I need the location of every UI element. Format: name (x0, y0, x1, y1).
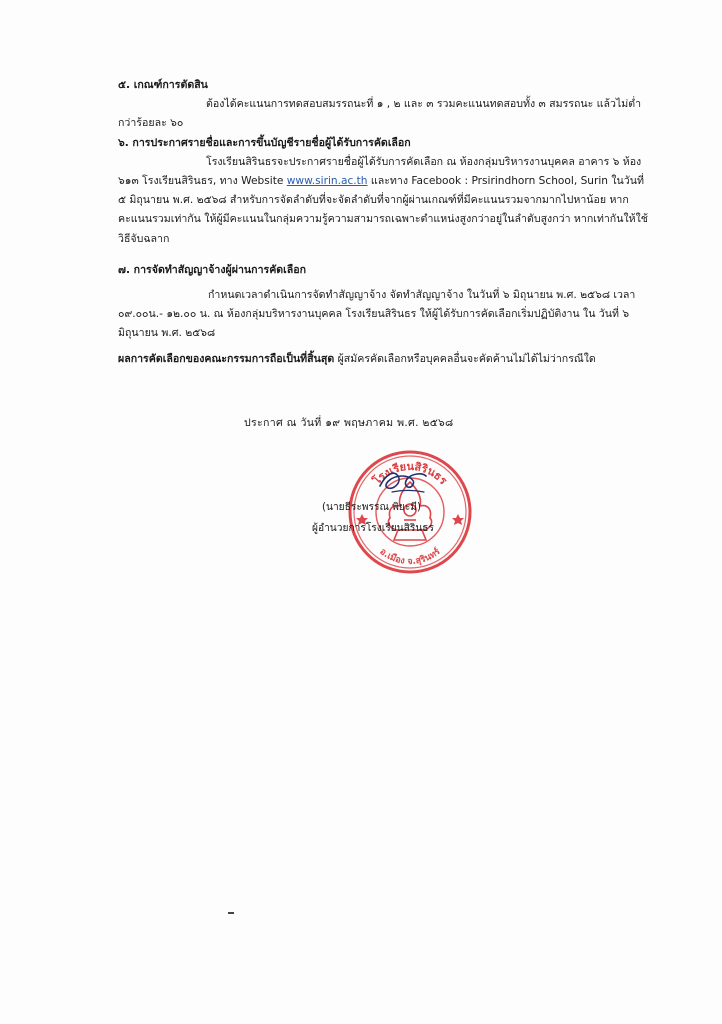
seal-bottom-text: อ.เมือง จ.สุรินทร์ (377, 546, 443, 568)
section-6-body-part-a: โรงเรียนสิรินธรจะประกาศรายชื่อผู้ได้รับการคัดเลือก ณ ห้องกลุ่มบริหารงานบุคคล อาคาร ๖ ห้อง ๖๑๓ โรงเรียนสิรินธร, ทาง Website (118, 155, 642, 188)
handwritten-signature-icon (372, 464, 432, 498)
website-link[interactable]: www.sirin.ac.th (286, 175, 368, 188)
section-7-heading: ๗. การจัดทำสัญญาจ้างผู้ผ่านการคัดเลือก (118, 263, 307, 276)
section-5-body: ต้องได้คะแนนการทดสอบสมรรถนะที่ ๑ , ๒ และ ๓ รวมคะแนนทดสอบทั้ง ๓ สมรรถนะ แล้วไม่ต่ำกว่าร้อยละ ๖๐ (118, 98, 642, 130)
section-6-body (118, 153, 648, 249)
document-body (118, 76, 648, 369)
announcement-date: ประกาศ ณ วันที่ ๑๙ พฤษภาคม พ.ศ. ๒๕๖๘ (244, 417, 454, 429)
seal-top-text: โรงเรียนสิรินธร (370, 459, 450, 488)
signer-title: ผู้อำนวยการโรงเรียนสิรินธร (312, 523, 434, 534)
final-statement (118, 350, 648, 369)
final-statement-bold: ผลการคัดเลือกของคณะกรรมการถือเป็นที่สิ้นสุด (118, 352, 335, 365)
signer-name: (นายธีระพรรณ พิยะมี) (322, 502, 421, 513)
section-7-body: กำหนดเวลาดำเนินการจัดทำสัญญาจ้าง จัดทำสัญญาจ้าง ในวันที่ ๖ มิถุนายน พ.ศ. ๒๕๖๘ เวลา ๐๙.๐๐น.- ๑๒.๐๐ น. ณ ห้องกลุ่มบริหารงานบุคคล โรงเรียนสิรินธร ให้ผู้ได้รับการคัดเลือกเริ่มปฏิบัติงาน ใน วันที่ ๖ มิถุนายน พ.ศ. ๒๕๖๘ (118, 289, 636, 340)
section-6-heading: ๖. การประกาศรายชื่อและการขึ้นบัญชีรายชื่อผู้ได้รับการคัดเลือก (118, 136, 411, 149)
section-6-body-part-b: และทาง Facebook : Prsirindhorn School, Surin ในวันที่ ๕ มิถุนายน พ.ศ. ๒๕๖๘ สำหรับการจัดลำดับที่จะจัดลำดับที่จากผู้ผ่านเกณฑ์ที่มีคะแนนรวมจากมากไปหาน้อย หากคะแนนรวมเท่ากัน ให้ผู้มีคะแนนในกลุ่มความรู้ความสามารถเฉพาะตำแหน่งสูงกว่าอยู่ในลำดับสูงกว่า หากเท่ากันให้ใช้วิธีจับฉลาก (118, 175, 648, 245)
section-5-heading: ๕. เกณฑ์การตัดสิน (118, 79, 208, 91)
stray-mark (228, 912, 234, 914)
final-statement-rest: ผู้สมัครคัดเลือกหรือบุคคลอื่นจะคัดค้านไม่ได้ไม่ว่ากรณีใด (334, 352, 596, 365)
